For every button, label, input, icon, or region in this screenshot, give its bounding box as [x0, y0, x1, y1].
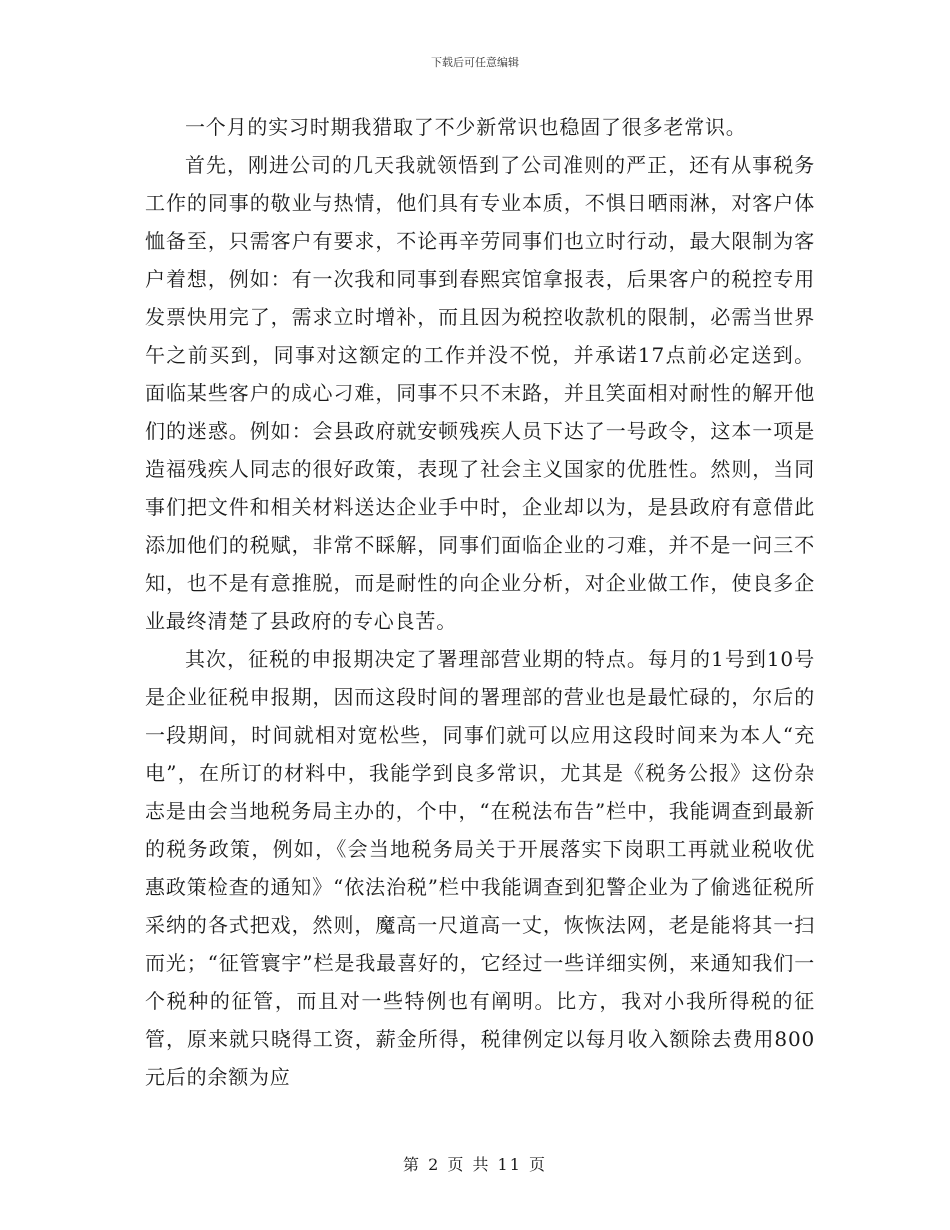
paragraph-intro: 一个月的实习时期我猎取了不少新常识也稳固了很多老常识。 [185, 115, 747, 139]
document-body [145, 108, 815, 1096]
paragraph-second: 其次，征税的申报期决定了署理部营业期的特点。每月的1号到10号是企业征税申报期，因而这段时间的署理部的营业也是最忙碌的，尔后的一段期间，时间就相对宽松些，同事们就可以应用这段时间来为本人“充电”，在所订的材料中，我能学到良多常识，尤其是《税务公报》这份杂志是由会当地税务局主办的，个中，“在税法布告”栏中，我能调查到最新的税务政策，例如，《会当地税务局关于开展落实下岗职工再就业税收优惠政策检查的通知》“依法治税”栏中我能调查到犯警企业为了偷逃征税所采纳的各式把戏，然则，魔高一尺道高一丈，恢恢法网，老是能将其一扫而光；“征管寰宇”栏是我最喜好的，它经过一些详细实例，来通知我们一个税种的征管，而且对一些特例也有阐明。比方，我对小我所得税的征管，原来就只晓得工资，薪金所得，税律例定以每月收入额除去费用800元后的余额为应 [145, 647, 815, 1089]
page-footer: 第 2 页 共 11 页 [403, 1155, 547, 1174]
page-header: 下载后可任意编辑 [431, 56, 519, 69]
paragraph-first: 首先，刚进公司的几天我就领悟到了公司准则的严正，还有从事税务工作的同事的敬业与热情，他们具有专业本质，不惧日晒雨淋，对客户体恤备至，只需客户有要求，不论再辛劳同事们也立时行动，最大限制为客户着想，例如：有一次我和同事到春熙宾馆拿报表，后果客户的税控专用发票快用完了，需求立时增补，而且因为税控收款机的限制，必需当世界午之前买到，同事对这额定的工作并没不悦，并承诺17点前必定送到。面临某些客户的成心刁难，同事不只不末路，并且笑面相对耐性的解开他们的迷惑。例如：会县政府就安顿残疾人员下达了一号政令，这本一项是造福残疾人同志的很好政策，表现了社会主义国家的优胜性。然则，当同事们把文件和相关材料送达企业手中时，企业却以为，是县政府有意借此添加他们的税赋，非常不睬解，同事们面临企业的刁难，并不是一问三不知，也不是有意推脱，而是耐性的向企业分析，对企业做工作，使良多企业最终清楚了县政府的专心良苦。 [145, 153, 815, 633]
